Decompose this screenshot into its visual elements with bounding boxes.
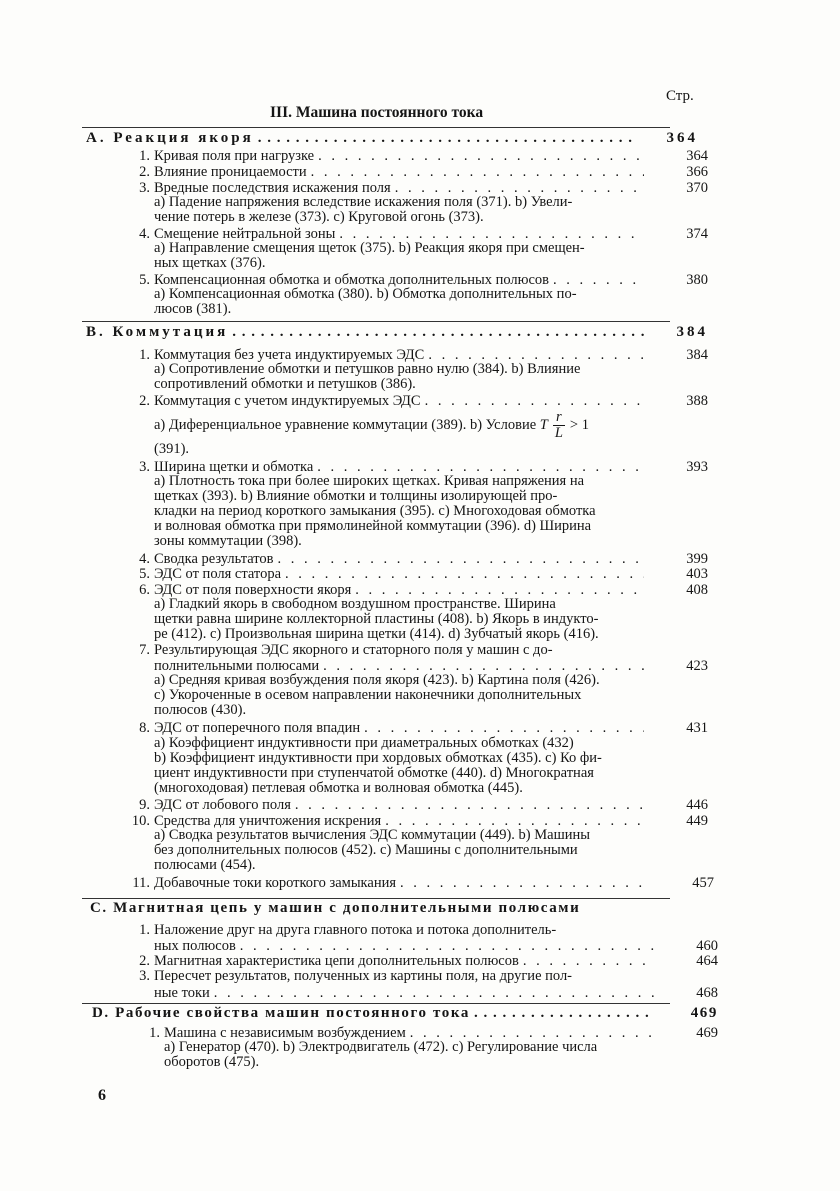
entry-description: без дополнительных полюсов (452). с) Машины с дополнительными <box>154 842 578 858</box>
toc-entry: ные токи . . . 468 <box>154 985 718 1001</box>
toc-entry: полнительными полюсами . . . 423 <box>154 658 708 674</box>
entry-description: оборотов (475). <box>164 1054 260 1070</box>
toc-entry-title-line: 7. Результирующая ЭДС якорного и статорного поля у машин с до- <box>139 642 553 658</box>
entry-description: кладки на период короткого замыкания (395). с) Многоходовая обмотка <box>154 503 596 519</box>
toc-entry: 5. Компенсационная обмотка и обмотка дополнительных полюсов . . . 380 <box>124 272 708 288</box>
toc-entry: ных полюсов . . . 460 <box>154 938 718 954</box>
toc-entry: 6. ЭДС от поля поверхности якоря . . . 408 <box>124 582 708 598</box>
part-title: III. Машина постоянного тока <box>270 104 484 121</box>
toc-entry: 10. Средства для уничтожения искрения . . . 449 <box>124 813 708 829</box>
entry-description: щетки равна ширине коллекторной пластины (408). b) Якорь в индукто- <box>154 611 599 627</box>
entry-description: а) Направление смещения щеток (375). b) Реакция якоря при смещен- <box>154 240 585 256</box>
toc-entry: 11. Добавочные токи короткого замыкания . . . 457 <box>124 875 714 891</box>
entry-description: люсов (381). <box>154 301 232 317</box>
toc-entry-title-line: 3. Пересчет результатов, полученных из картины поля, на другие пол- <box>139 968 573 984</box>
toc-entry: 1. Коммутация без учета индуктируемых ЭДС . . . 384 <box>124 347 708 363</box>
entry-description: (многоходовая) петлевая обмотка и волновая обмотка (445). <box>154 780 523 796</box>
entry-description: а) Сопротивление обмотки и петушков равно нулю (384). b) Влияние <box>154 361 581 377</box>
entry-description: полюсами (454). <box>154 857 256 873</box>
page-number: 6 <box>98 1087 106 1104</box>
section-heading-a: A. Реакция якоря . . . 364 <box>86 130 698 146</box>
section-heading-b: B. Коммутация . . . 384 <box>86 324 708 340</box>
entry-description: с) Укороченные в осевом направлении наконечники дополнительных <box>154 687 582 703</box>
toc-entry: 3. Вредные последствия искажения поля . . . 370 <box>124 180 708 196</box>
entry-description: а) Генератор (470). b) Электродвигатель (472). с) Регулирование числа <box>164 1039 598 1055</box>
toc-entry: 1. Кривая поля при нагрузке . . . 364 <box>124 148 708 164</box>
toc-entry-title-line: 1. Наложение друг на друга главного потока и потока дополнитель- <box>139 922 557 938</box>
entry-description: и волновая обмотка при прямолинейной коммутации (396). d) Ширина <box>154 518 592 534</box>
toc-entry: 5. ЭДС от поля статора . . . 403 <box>124 566 708 582</box>
entry-description: b) Коэффициент индуктивности при хордовых обмотках (435). с) Ко фи- <box>154 750 602 766</box>
entry-description: ных щетках (376). <box>154 255 266 271</box>
page-column-header: Стр. <box>666 88 694 104</box>
toc-entry: 9. ЭДС от лобового поля . . . 446 <box>124 797 708 813</box>
section-divider <box>82 127 670 128</box>
section-divider <box>82 321 670 322</box>
entry-description: чение потерь в железе (373). с) Круговой огонь (373). <box>154 209 484 225</box>
entry-description: а) Гладкий якорь в свободном воздушном пространстве. Ширина <box>154 596 556 612</box>
formula-variable: T <box>539 416 548 433</box>
entry-description: а) Коэффициент индуктивности при диаметральных обмотках (432) <box>154 735 574 751</box>
entry-description: а) Сводка результатов вычисления ЭДС коммутации (449). b) Машины <box>154 827 590 843</box>
toc-entry: 4. Сводка результатов . . . 399 <box>124 551 708 567</box>
formula-fraction: $\frac{r}{L}$ <box>554 409 563 441</box>
toc-entry: 2. Магнитная характеристика цепи дополнительных полюсов . . . 464 <box>124 953 718 969</box>
formula-line: а) Диференциальное уравнение коммутации (389). b) Условие T $\frac{r}{L}$ > 1 <box>154 409 589 441</box>
section-divider <box>82 898 670 899</box>
entry-description: а) Плотность тока при более широких щетках. Кривая напряжения на <box>154 473 585 489</box>
entry-description: а) Средняя кривая возбуждения поля якоря (423). b) Картина поля (426). <box>154 672 600 688</box>
entry-description: а) Падение напряжения вследствие искажения поля (371). b) Увели- <box>154 194 573 210</box>
toc-entry: 2. Коммутация с учетом индуктируемых ЭДС . . . 388 <box>124 393 708 409</box>
toc-entry: 1. Машина с независимым возбуждением . . . 469 <box>134 1025 718 1041</box>
toc-entry: 2. Влияние проницаемости . . . 366 <box>124 164 708 180</box>
toc-entry: 3. Ширина щетки и обмотка . . . 393 <box>124 459 708 475</box>
entry-description: (391). <box>154 441 190 457</box>
entry-description: ре (412). с) Произвольная ширина щетки (414). d) Зубчатый якорь (416). <box>154 626 599 642</box>
section-heading-c: C. Магнитная цепь у машин с дополнительными полюсами <box>90 900 581 916</box>
entry-description: щетках (393). b) Влияние обмотки и толщины изолирующей про- <box>154 488 558 504</box>
section-heading-d: D. Рабочие свойства машин постоянного тока . . . 469 <box>92 1005 718 1021</box>
entry-description: зоны коммутации (398). <box>154 533 302 549</box>
toc-entry: 8. ЭДС от поперечного поля впадин . . . 431 <box>124 720 708 736</box>
entry-description: а) Компенсационная обмотка (380). b) Обмотка дополнительных по- <box>154 286 577 302</box>
toc-entry: 4. Смещение нейтральной зоны . . . 374 <box>124 226 708 242</box>
section-divider <box>82 1003 670 1004</box>
entry-description: полюсов (430). <box>154 702 247 718</box>
entry-description: сопротивлений обмотки и петушков (386). <box>154 376 416 392</box>
entry-description: циент индуктивности при ступенчатой обмотке (440). d) Многократная <box>154 765 594 781</box>
